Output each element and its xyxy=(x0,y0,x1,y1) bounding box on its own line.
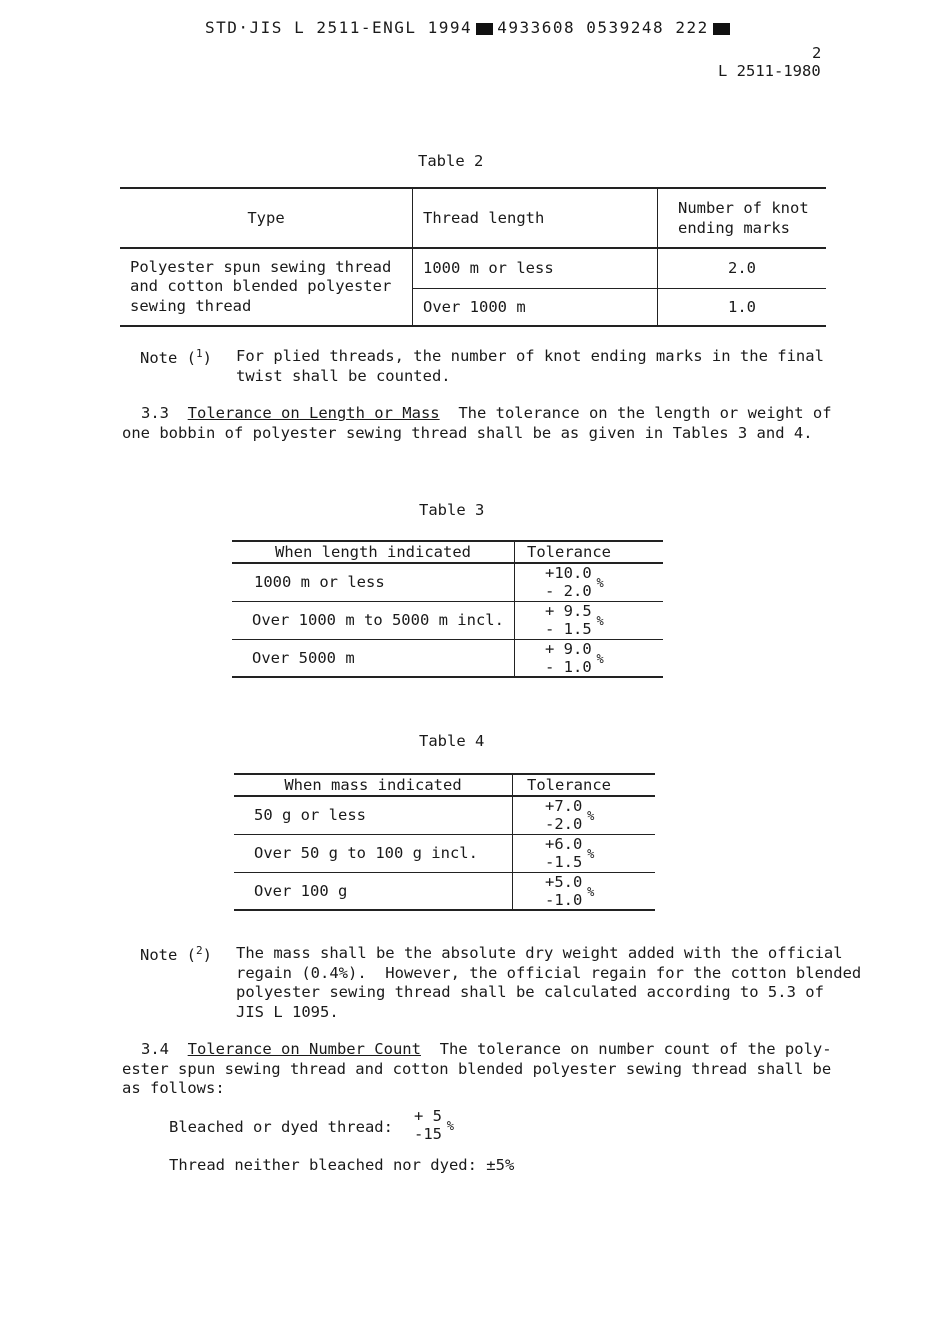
table3-caption: Table 3 xyxy=(419,501,485,519)
table2-type-cell xyxy=(120,248,413,326)
note1-line: For plied threads, the number of knot ending marks in the final xyxy=(236,347,824,365)
table2-type-line: and cotton blended polyester xyxy=(130,277,392,296)
table2 xyxy=(120,187,826,327)
percent-sign: % xyxy=(587,884,595,899)
table2-header-marks-line1: Number of knot xyxy=(678,199,809,217)
section-3-3 xyxy=(122,404,832,443)
tolerance-plus: +5.0 xyxy=(545,872,583,891)
percent-sign: % xyxy=(587,809,595,824)
tolerance-plus: +7.0 xyxy=(545,797,583,816)
tolerance-minus: -2.0 xyxy=(545,815,583,834)
percent-sign: % xyxy=(446,1119,454,1133)
percent-sign: % xyxy=(596,651,604,666)
table3-tolerance-cell xyxy=(515,563,664,601)
section-3-4-text: as follows: xyxy=(122,1079,225,1097)
tolerance-minus: -1.5 xyxy=(545,853,583,871)
note2-line: regain (0.4%). However, the official regain for the cotton blended xyxy=(236,963,862,982)
tolerance-plus: + 9.5 xyxy=(545,602,592,620)
table4 xyxy=(234,773,655,911)
note2-label: Note ($^2$) xyxy=(140,944,212,965)
table3-tolerance-cell xyxy=(515,601,664,639)
section-3-4-text: The tolerance on number count of the poly- xyxy=(439,1040,832,1058)
table2-marks-cell: 1.0 xyxy=(728,297,756,316)
section-3-3-text: one bobbin of polyester sewing thread shall be as given in Tables 3 and 4. xyxy=(122,423,813,442)
bleached-tolerance xyxy=(414,1107,454,1143)
barcode-block-icon xyxy=(713,23,730,35)
table4-label-cell: Over 50 g to 100 g incl. xyxy=(234,834,513,872)
table3-label-cell: Over 5000 m xyxy=(232,639,515,677)
tolerance-minus: - 1.5 xyxy=(545,620,592,638)
note2-sup: 2 xyxy=(196,944,203,957)
section-3-3-number: 3.3 xyxy=(141,404,169,422)
table4-label-cell: Over 100 g xyxy=(234,872,513,910)
table2-length-cell: Over 1000 m xyxy=(413,288,658,326)
table2-header-type: Type xyxy=(120,188,413,248)
std-code: STD·JIS L 2511-ENGL 1994 xyxy=(205,18,473,37)
table2-length-cell: 1000 m or less xyxy=(413,248,658,288)
table3 xyxy=(232,540,663,678)
percent-sign: % xyxy=(596,576,604,591)
section-3-4-number: 3.4 xyxy=(141,1040,169,1058)
table4-header-tolerance: Tolerance xyxy=(527,776,611,794)
table4-tolerance-cell xyxy=(513,796,656,834)
tolerance-plus: +10.0 xyxy=(545,564,592,583)
tolerance-plus: +6.0 xyxy=(545,835,583,853)
table4-tolerance-cell xyxy=(513,834,656,872)
section-3-3-text: The tolerance on the length or weight of xyxy=(458,404,832,422)
table3-header-tolerance: Tolerance xyxy=(527,543,611,561)
document-header xyxy=(205,18,734,37)
table3-header-label: When length indicated xyxy=(232,541,515,563)
percent-sign: % xyxy=(596,614,604,628)
note2-line: JIS L 1095. xyxy=(236,1002,339,1021)
table2-header-marks-line2: ending marks xyxy=(678,219,790,237)
note2-line: The mass shall be the absolute dry weight added with the official xyxy=(236,944,843,962)
table2-header-marks xyxy=(658,188,827,248)
table2-caption: Table 2 xyxy=(418,152,484,170)
table2-header-length: Thread length xyxy=(413,188,658,248)
tolerance-minus: -15 xyxy=(414,1125,442,1143)
table4-header-label: When mass indicated xyxy=(234,774,513,796)
note2-line: polyester sewing thread shall be calculated according to 5.3 of xyxy=(236,983,824,1001)
section-3-4-title: Tolerance on Number Count xyxy=(187,1040,421,1058)
table4-caption: Table 4 xyxy=(419,732,485,750)
percent-sign: % xyxy=(587,847,595,861)
unbleached-text: Thread neither bleached nor dyed: ±5% xyxy=(169,1156,515,1174)
page-number: 2 xyxy=(812,44,822,62)
table4-tolerance-cell xyxy=(513,872,656,910)
table2-type-line: sewing thread xyxy=(130,296,252,315)
barcode-block-icon xyxy=(476,23,493,35)
section-3-4 xyxy=(122,1040,832,1099)
table2-type-line: Polyester spun sewing thread xyxy=(130,257,392,276)
section-3-4-text: ester spun sewing thread and cotton blended polyester sewing thread shall be xyxy=(122,1059,832,1078)
document-id: L 2511-1980 xyxy=(718,62,821,80)
section-3-3-title: Tolerance on Length or Mass xyxy=(187,404,440,422)
table2-marks-cell: 2.0 xyxy=(728,259,756,278)
note1-body xyxy=(236,347,824,386)
table4-label-cell: 50 g or less xyxy=(234,796,513,834)
table3-label-cell: 1000 m or less xyxy=(232,563,515,601)
tolerance-minus: - 2.0 xyxy=(545,582,592,601)
note1-sup: 1 xyxy=(196,347,203,360)
barcode-numbers: 4933608 0539248 222 xyxy=(497,18,709,37)
note2-body xyxy=(236,944,861,1022)
bleached-label: Bleached or dyed thread: xyxy=(169,1118,393,1136)
tolerance-minus: - 1.0 xyxy=(545,657,592,676)
table3-tolerance-cell xyxy=(515,639,664,677)
tolerance-plus: + 9.0 xyxy=(545,639,592,658)
note1-label: Note ($^1$) xyxy=(140,347,212,368)
tolerance-plus: + 5 xyxy=(414,1107,442,1125)
note1-line: twist shall be counted. xyxy=(236,366,451,385)
table3-label-cell: Over 1000 m to 5000 m incl. xyxy=(232,601,515,639)
tolerance-minus: -1.0 xyxy=(545,890,583,909)
